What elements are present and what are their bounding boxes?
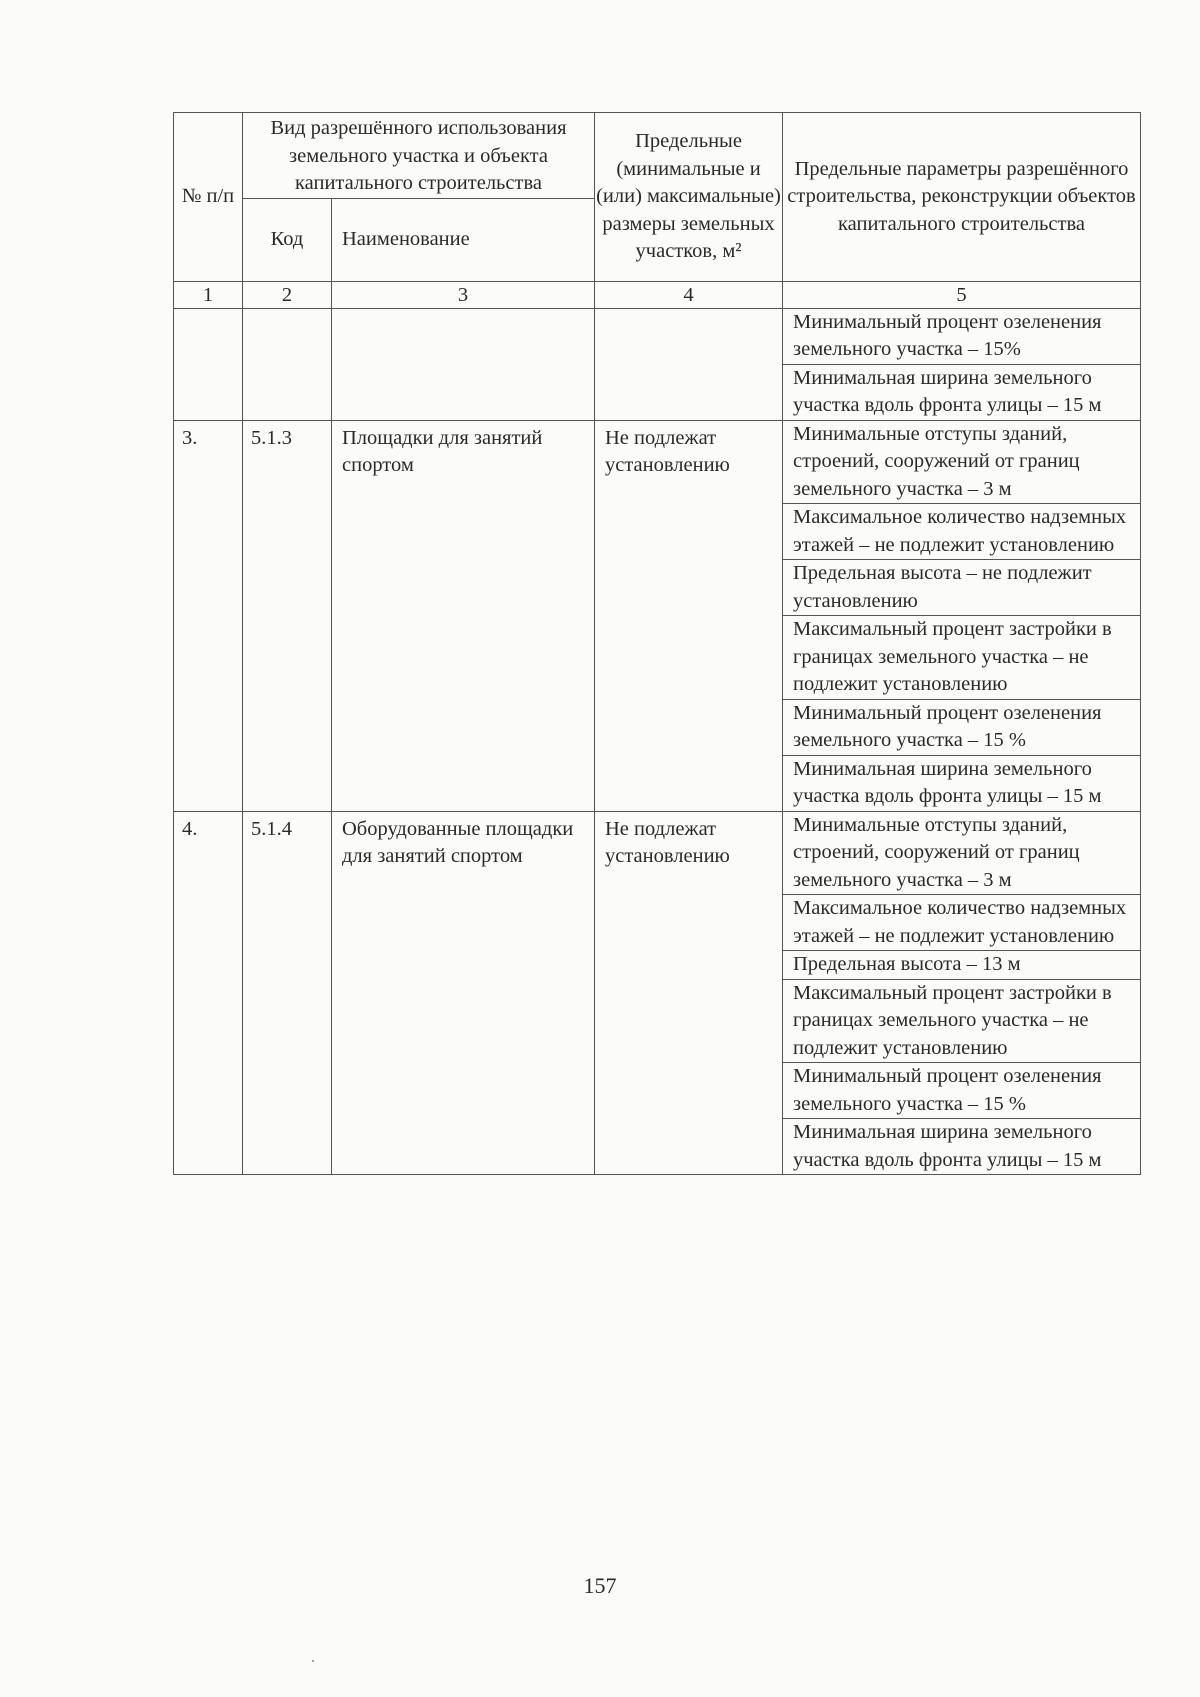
header-row [174, 113, 1141, 199]
zoning-table [173, 112, 1141, 1175]
params-cell [783, 420, 1141, 811]
header-plot-sizes: Предельные (минимальные и (или) максимальные) размеры земельных участков, м² [595, 113, 783, 282]
column-number: 1 [174, 281, 243, 308]
table-row-continuation [174, 308, 1141, 420]
param-item: Максимальный процент застройки в границах земельного участка – не подлежит установлению [783, 980, 1140, 1064]
column-number: 4 [595, 281, 783, 308]
param-item: Минимальные отступы зданий, строений, сооружений от границ земельного участка – 3 м [783, 812, 1140, 896]
column-number: 5 [783, 281, 1141, 308]
param-item: Предельная высота – 13 м [783, 951, 1140, 980]
column-number: 2 [243, 281, 332, 308]
scan-speck [312, 1660, 314, 1662]
param-item: Максимальное количество надземных этажей – не подлежит установлению [783, 895, 1140, 951]
param-item: Минимальные отступы зданий, строений, сооружений от границ земельного участка – 3 м [783, 421, 1140, 505]
row-code: 5.1.4 [243, 811, 332, 1175]
header-name: Наименование [332, 198, 595, 281]
param-item: Минимальный процент озеленения земельного участка – 15% [783, 309, 1140, 365]
param-item: Минимальный процент озеленения земельного участка – 15 % [783, 1063, 1140, 1119]
header-code: Код [243, 198, 332, 281]
header-num: № п/п [174, 113, 243, 282]
row-name: Оборудованные площадки для занятий спортом [332, 811, 595, 1175]
table-row [174, 811, 1141, 1175]
header-use-type: Вид разрешённого использования земельного участка и объекта капитального строительства [243, 113, 595, 199]
param-item: Минимальная ширина земельного участка вдоль фронта улицы – 15 м [793, 757, 1102, 807]
param-item: Минимальная ширина земельного участка вдоль фронта улицы – 15 м [793, 366, 1102, 416]
param-item: Максимальное количество надземных этажей – не подлежит установлению [783, 504, 1140, 560]
param-item: Максимальный процент застройки в границах земельного участка – не подлежит установлению [783, 616, 1140, 700]
page-number: 157 [583, 1573, 617, 1598]
row-plot-sizes: Не подлежат установлению [595, 811, 783, 1175]
row-plot-sizes: Не подлежат установлению [595, 420, 783, 811]
params-cell [783, 811, 1141, 1175]
header-params: Предельные параметры разрешённого строительства, реконструкции объектов капитального строительства [783, 113, 1141, 282]
table-row [174, 420, 1141, 811]
param-item: Минимальная ширина земельного участка вдоль фронта улицы – 15 м [793, 1121, 1102, 1171]
param-item: Минимальный процент озеленения земельного участка – 15 % [783, 700, 1140, 756]
column-number: 3 [332, 281, 595, 308]
row-number: 3. [174, 420, 243, 811]
row-code: 5.1.3 [243, 420, 332, 811]
column-numbers-row [174, 281, 1141, 308]
row-number: 4. [174, 811, 243, 1175]
params-cell [783, 308, 1141, 420]
row-name: Площадки для занятий спортом [332, 420, 595, 811]
param-item: Предельная высота – не подлежит установлению [783, 560, 1140, 616]
